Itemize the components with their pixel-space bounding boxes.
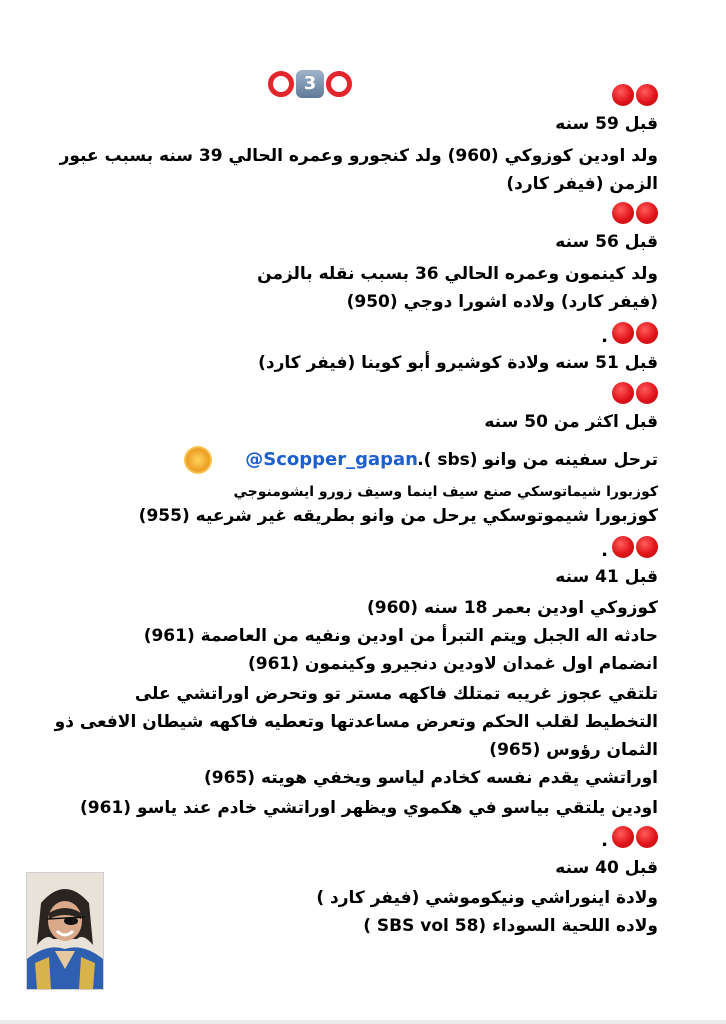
block-line: كوزبورا شيموتوسكي يرحل من وانو بطريقه غير شرعيه (955): [138, 506, 658, 526]
red-circle-bullets: [601, 534, 658, 560]
red-ring-icon: [326, 71, 352, 97]
block-heading: قبل 40 سنه: [555, 858, 658, 878]
block-line: انضمام اول غمدان لاودين دنجيرو وكينمون (961): [247, 654, 658, 674]
character-avatar: [26, 872, 104, 990]
block-line: كوزوكي اودين بعمر 18 سنه (960): [366, 598, 658, 618]
red-circle-icon: [636, 322, 658, 344]
sun-emoji-icon: [186, 448, 210, 472]
red-circle-icon: [612, 382, 634, 404]
block-line: كوزبورا شيماتوسكي صنع سيف اينما وسيف زورو ايشومنوجي: [233, 484, 658, 500]
red-circle-icon: [636, 202, 658, 224]
block-line: حادثه اله الجبل ويتم التبرأ من اودين ونفيه من العاصمة (961): [143, 626, 658, 646]
red-circle-bullets: [601, 824, 658, 850]
credit-handle[interactable]: @Scopper_gapan: [245, 449, 418, 470]
red-circle-icon: [612, 84, 634, 106]
keycap-number-icon: 3: [296, 70, 324, 98]
red-circle-icon: [612, 826, 634, 848]
block-heading: قبل 41 سنه: [555, 567, 658, 587]
period-mark: .: [601, 540, 608, 561]
red-circle-icon: [636, 826, 658, 848]
character-avatar-art: [27, 873, 103, 989]
block-line: الثمان رؤوس (965): [489, 740, 658, 760]
block-line: الزمن (فيفر كارد): [506, 174, 658, 194]
block-line: (فيفر كارد) ولاده اشورا دوجي (950): [346, 292, 658, 312]
red-circle-icon: [636, 84, 658, 106]
block-line: اودين يلتقي بياسو في هكموي ويظهر اوراتشي خادم عند ياسو (961): [80, 798, 658, 818]
block-line: ولد كينمون وعمره الحالي 36 بسبب نقله بالزمن: [257, 264, 658, 284]
section-number-header: [268, 70, 352, 98]
block-line: تلتقي عجوز غريبه تمتلك فاكهه مستر تو وتحرض اوراتشي على: [134, 684, 658, 704]
block-heading: قبل 59 سنه: [555, 114, 658, 134]
block-heading: قبل 51 سنه ولادة كوشيرو أبو كوينا (فيفر كارد): [258, 353, 658, 373]
red-ring-icon: [268, 71, 294, 97]
red-circle-bullets: [612, 200, 658, 226]
red-circle-icon: [612, 536, 634, 558]
red-circle-icon: [612, 202, 634, 224]
block-line: ترحل سفينه من وانو (sbs ).: [417, 450, 658, 470]
block-line: ولد اودين كوزوكي (960) ولد كنجورو وعمره الحالي 39 سنه بسبب عبور: [59, 146, 658, 166]
period-mark: .: [601, 830, 608, 851]
block-line: ولادة اينوراشي ونيكوموشي (فيفر كارد ): [316, 888, 658, 908]
red-circle-bullets: [601, 320, 658, 346]
red-circle-icon: [636, 536, 658, 558]
red-circle-bullets: [612, 82, 658, 108]
red-circle-icon: [636, 382, 658, 404]
red-circle-icon: [612, 322, 634, 344]
bottom-divider: [0, 1020, 726, 1024]
block-heading: قبل اكثر من 50 سنه: [484, 412, 658, 432]
block-line: ولاده اللحية السوداء (SBS vol 58 ): [363, 916, 658, 936]
block-line: اوراتشي يقدم نفسه كخادم لياسو ويخفي هويته (965): [204, 768, 658, 788]
block-heading: قبل 56 سنه: [555, 232, 658, 252]
period-mark: .: [601, 326, 608, 347]
red-circle-bullets: [612, 380, 658, 406]
block-line: التخطيط لقلب الحكم وتعرض مساعدتها وتعطيه فاكهه شيطان الافعى ذو: [54, 712, 658, 732]
